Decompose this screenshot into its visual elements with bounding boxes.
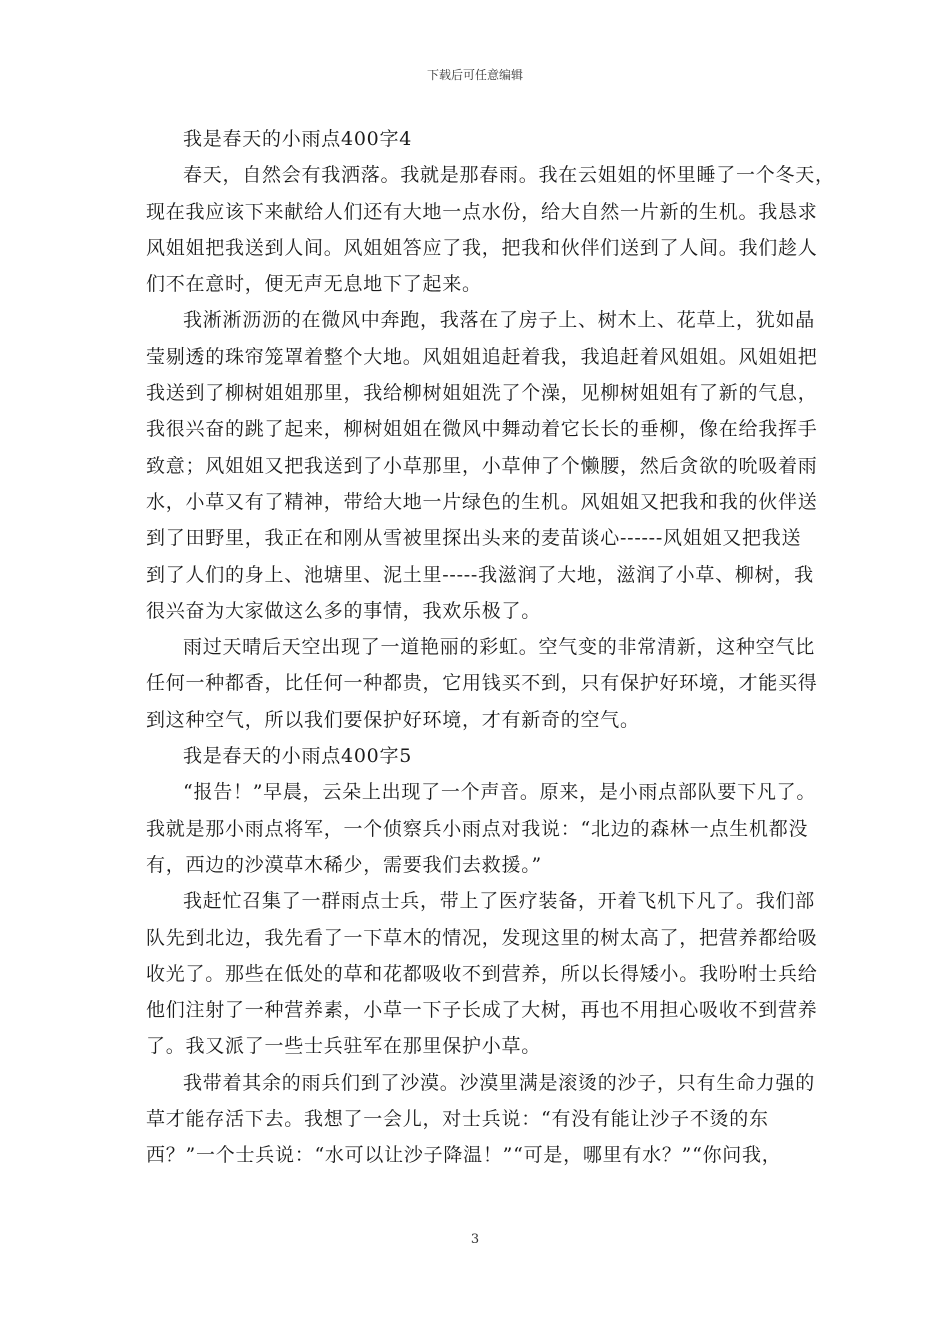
text-line: 西？”一个士兵说：“水可以让沙子降温！”“可是，哪里有水？”“你问我，: [146, 1144, 782, 1167]
text-line: 到这种空气，所以我们要保护好环境，才有新奇的空气。: [146, 708, 640, 731]
text-line: 我很兴奋的跳了起来，柳树姐姐在微风中舞动着它长长的垂柳，像在给我挥手: [146, 418, 818, 441]
text-line: 草才能存活下去。我想了一会儿，对士兵说：“有没有能让沙子不烫的东: [146, 1108, 769, 1131]
text-line: 我带着其余的雨兵们到了沙漠。沙漠里满是滚烫的沙子，只有生命力强的: [183, 1071, 816, 1094]
text-line: 我赶忙召集了一群雨点士兵，带上了医疗装备，开着飞机下凡了。我们部: [183, 890, 816, 913]
text-line: 任何一种都香，比任何一种都贵，它用钱买不到，只有保护好环境，才能买得: [146, 672, 818, 695]
text-line: 们不在意时，便无声无息地下了起来。: [146, 273, 482, 296]
page-header: 下载后可任意编辑: [426, 68, 523, 82]
text-line: 致意；风姐姐又把我送到了小草那里，小草伸了个懒腰，然后贪欲的吮吸着雨: [146, 454, 818, 477]
text-line: 到了人们的身上、池塘里、泥土里-----我滋润了大地，滋润了小草、柳树，我: [146, 563, 814, 586]
text-line: 队先到北边，我先看了一下草木的情况，发现这里的树太高了，把营养都给吸: [146, 926, 818, 949]
text-line: 风姐姐把我送到人间。风姐姐答应了我，把我和伙伴们送到了人间。我们趁人: [146, 236, 818, 259]
text-line: 现在我应该下来献给人们还有大地一点水份，给大自然一片新的生机。我恳求: [146, 200, 818, 223]
page-number: 3: [470, 1232, 480, 1247]
text-line: “报告！”早晨，云朵上出现了一个声音。原来，是小雨点部队要下凡了。: [183, 781, 817, 804]
text-line: 我就是那小雨点将军，一个侦察兵小雨点对我说：“北边的森林一点生机都没: [146, 817, 809, 840]
text-line: 我是春天的小雨点400字5: [183, 745, 413, 768]
text-line: 水，小草又有了精神，带给大地一片绿色的生机。风姐姐又把我和我的伙伴送: [146, 490, 818, 513]
text-line: 我淅淅沥沥的在微风中奔跑，我落在了房子上、树木上、花草上，犹如晶: [183, 309, 816, 332]
text-line: 我送到了柳树姐姐那里，我给柳树姐姐洗了个澡，见柳树姐姐有了新的气息，: [146, 382, 818, 405]
text-line: 有，西边的沙漠草木稀少，需要我们去救援。”: [146, 853, 542, 876]
document-body: [146, 121, 835, 1174]
text-line: 收光了。那些在低处的草和花都吸收不到营养，所以长得矮小。我吩咐士兵给: [146, 962, 818, 985]
text-line: 我是春天的小雨点400字4: [183, 128, 413, 150]
text-line: 莹剔透的珠帘笼罩着整个大地。风姐姐追赶着我，我追赶着风姐姐。风姐姐把: [146, 345, 818, 368]
text-line: 很兴奋为大家做这么多的事情，我欢乐极了。: [146, 599, 542, 622]
text-line: 他们注射了一种营养素，小草一下子长成了大树，再也不用担心吸收不到营养: [146, 999, 818, 1022]
text-line: 雨过天晴后天空出现了一道艳丽的彩虹。空气变的非常清新，这种空气比: [183, 636, 816, 659]
text-line: 了。我又派了一些士兵驻军在那里保护小草。: [146, 1035, 542, 1058]
text-line: 春天，自然会有我洒落。我就是那春雨。我在云姐姐的怀里睡了一个冬天，: [183, 164, 835, 187]
text-line: 到了田野里，我正在和刚从雪被里探出头来的麦苗谈心------风姐姐又把我送: [146, 527, 802, 550]
